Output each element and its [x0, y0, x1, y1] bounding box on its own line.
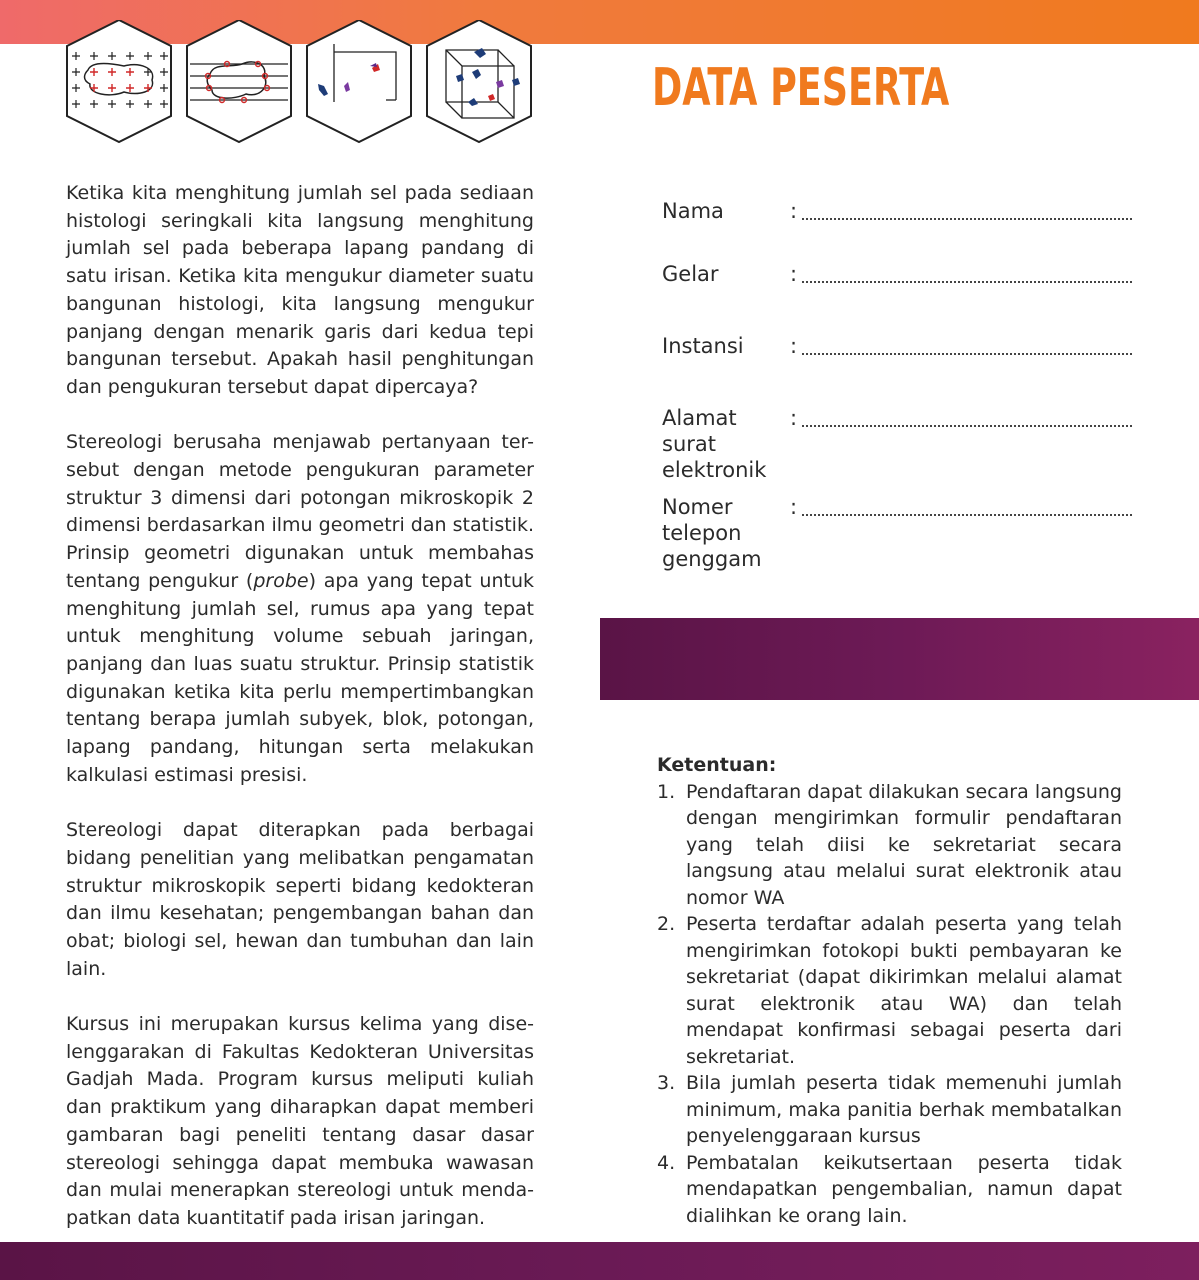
- form-colon: :: [790, 199, 798, 223]
- form-label: Nama: [662, 199, 724, 223]
- stereology-icons: [52, 20, 552, 150]
- line-intersect-icon: [187, 20, 291, 142]
- cell-counting-grid-icon: [67, 20, 171, 142]
- rule-number: 4.: [657, 1151, 676, 1174]
- form-colon: :: [790, 334, 798, 358]
- rule-text: Pembatalan keikutsertaan peserta tidak mendapatkan pengembalian, namun dapat dialihkan ke orang lain.: [686, 1151, 1122, 1227]
- form-label: Instansi: [662, 334, 744, 358]
- rule-text: Peserta terdaftar adalah peserta yang telah mengirimkan fotokopi bukti pembayaran ke sekretariat (dapat dikirimkan melalui alamat surat elektronik atau WA) dan telah mendapat konfirmasi sebagai peserta dari sekretariat.: [686, 913, 1122, 1068]
- rule-item: [657, 1070, 1122, 1150]
- 3d-probe-box-icon: [427, 20, 531, 142]
- phone-field[interactable]: [802, 514, 1132, 516]
- intro-paragraph-2-rest: ) apa yang tepat untuk menghitung jumlah sel, rumus apa yang tepat untuk menghitung volume sebuah jaringan, panjang dan luas suatu struktur. Prinsip statistik digunakan ketika kita perlu mempertimbangkan tentang berapa jumlah subyek, blok, potongan, lapang pandang, hitungan serta melakukan kalkulasi estimasi presisi.: [66, 569, 534, 786]
- rule-item: [657, 911, 1122, 1070]
- page-title: DATA PESERTA: [652, 58, 950, 118]
- rule-text: Bila jumlah peserta tidak memenuhi jumlah minimum, maka panitia berhak membatalkan penyelenggaraan kursus: [686, 1072, 1122, 1147]
- intro-paragraph-4: Kursus ini merupakan kursus kelima yang dise-lenggarakan di Fakultas Kedokteran Universitas Gadjah Mada. Program kursus meliputi kuliah dan praktikum yang diharapkan dapat memberi gambaran bagi peneliti tentang dasar dasar stereologi sehingga dapat membuka wawasan dan mulai menerapkan stereologi untuk menda-patkan data kuantitatif pada irisan jaringan.: [66, 1013, 534, 1229]
- rule-number: 3.: [657, 1072, 676, 1094]
- intro-paragraph-2: [66, 429, 534, 789]
- form-label: Gelar: [662, 262, 719, 286]
- intro-paragraph-2-start: Stereologi berusaha menjawab pertanyaan ter-sebut dengan metode pengukuran parameter struktur 3 dimensi dari potongan mikroskopik 2 dimensi berdasarkan ilmu geometri dan statistik. Prinsip geometri digunakan untuk membahas tentang pengukur (: [66, 431, 534, 592]
- purple-divider-band: [600, 618, 1199, 700]
- bottom-accent-bar: [0, 1242, 1199, 1280]
- rule-item: [657, 779, 1122, 912]
- dissector-frame-icon: [307, 20, 411, 142]
- intro-paragraph-3: Stereologi dapat diterapkan pada berbagai bidang penelitian yang melibatkan pengamatan struktur mikroskopik seperti bidang kedokteran dan ilmu kesehatan; pengembangan bahan dan obat; biologi sel, hewan dan tumbuhan dan lain lain.: [66, 819, 534, 980]
- rule-number: 1.: [657, 780, 676, 803]
- rule-text: Pendaftaran dapat dilakukan secara langsung dengan mengirimkan formulir pendaftaran yang telah diisi ke sekretariat secara langsung atau melalui surat elektronik atau nomor WA: [686, 780, 1122, 909]
- rule-item: [657, 1150, 1122, 1230]
- gelar-field[interactable]: [802, 281, 1132, 283]
- email-field[interactable]: [802, 425, 1132, 427]
- probe-word: probe: [253, 569, 309, 592]
- form-label: Alamat surat elektronik: [662, 406, 767, 482]
- intro-text: [66, 180, 534, 1233]
- instansi-field[interactable]: [802, 353, 1132, 355]
- rules-heading: Ketentuan:: [657, 754, 777, 776]
- form-colon: :: [790, 495, 798, 519]
- rule-number: 2.: [657, 913, 676, 935]
- form-label: Nomer telepon genggam: [662, 495, 762, 571]
- form-colon: :: [790, 406, 798, 430]
- rules-list: [657, 779, 1122, 1230]
- rules-section: [657, 752, 1122, 1229]
- form-colon: :: [790, 262, 798, 286]
- nama-field[interactable]: [802, 218, 1132, 220]
- intro-paragraph-1: Ketika kita menghitung jumlah sel pada sediaan histologi seringkali kita langsung menghitung jumlah sel pada beberapa lapang pandang di satu irisan. Ketika kita mengukur diameter suatu bangunan histologi, kita langsung mengukur panjang dengan menarik garis dari kedua tepi bangunan tersebut. Apakah hasil penghitungan dan pengukuran tersebut dapat dipercaya?: [66, 182, 534, 398]
